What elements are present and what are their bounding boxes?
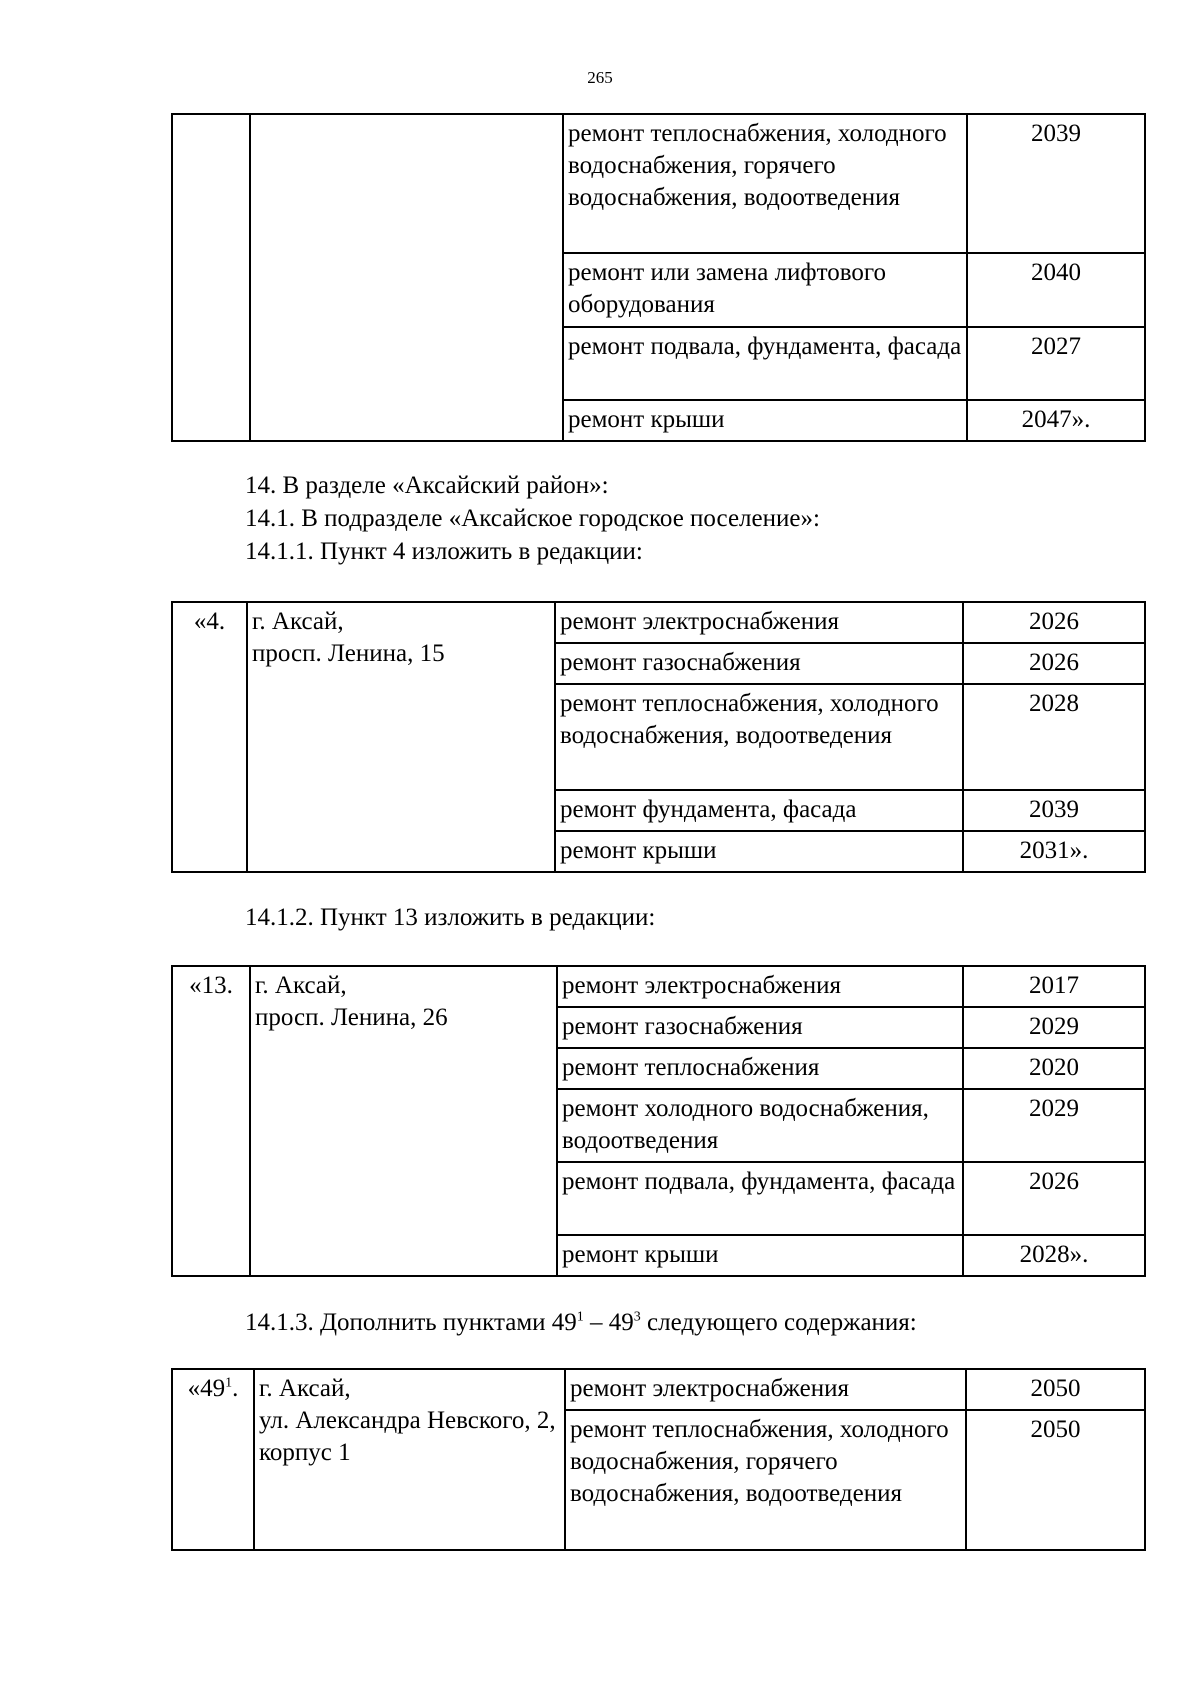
paragraph-item-14-1-3 bbox=[245, 1307, 917, 1339]
table-item-49-1 bbox=[171, 1368, 1146, 1551]
table-continuation bbox=[171, 113, 1146, 442]
work-cell: ремонт электроснабжения bbox=[555, 602, 963, 643]
year-cell: 2026 bbox=[963, 1162, 1145, 1235]
address-cell bbox=[247, 602, 555, 872]
year-cell: 2029 bbox=[963, 1007, 1145, 1048]
paragraph-item-14-1-2: 14.1.2. Пункт 13 изложить в редакции: bbox=[245, 904, 656, 931]
work-cell: ремонт теплоснабжения bbox=[557, 1048, 963, 1089]
year-cell: 2027 bbox=[967, 327, 1145, 400]
year-cell: 2020 bbox=[963, 1048, 1145, 1089]
address-line: г. Аксай, bbox=[252, 608, 344, 635]
item-number-cell: «4. bbox=[172, 602, 247, 872]
table-item-4 bbox=[171, 601, 1146, 873]
paragraph-section-14: 14. В разделе «Аксайский район»: bbox=[245, 472, 609, 499]
address-cell bbox=[250, 114, 563, 441]
year-cell: 2039 bbox=[967, 114, 1145, 253]
paragraph-text: следующего содержания: bbox=[640, 1309, 917, 1336]
year-cell: 2026 bbox=[963, 643, 1145, 684]
work-cell: ремонт крыши bbox=[563, 400, 967, 441]
item-number-cell: «13. bbox=[172, 966, 250, 1276]
table-item-13 bbox=[171, 965, 1146, 1277]
address-line: просп. Ленина, 15 bbox=[252, 640, 445, 667]
year-cell: 2028 bbox=[963, 684, 1145, 790]
year-cell: 2047». bbox=[967, 400, 1145, 441]
year-cell: 2050 bbox=[966, 1410, 1145, 1550]
superscript: 1 bbox=[225, 1375, 233, 1391]
year-cell: 2017 bbox=[963, 966, 1145, 1007]
paragraph-text: – 49 bbox=[583, 1309, 634, 1336]
superscript: 1 bbox=[576, 1309, 584, 1325]
address-cell bbox=[254, 1369, 565, 1550]
address-line: г. Аксай, bbox=[259, 1375, 351, 1402]
table-row bbox=[172, 1369, 1145, 1410]
year-cell: 2026 bbox=[963, 602, 1145, 643]
work-cell: ремонт теплоснабжения, холодного водоснабжения, горячего водоснабжения, водоотведения bbox=[563, 114, 967, 253]
item-number-cell bbox=[172, 114, 250, 441]
work-cell: ремонт газоснабжения bbox=[557, 1007, 963, 1048]
work-cell: ремонт электроснабжения bbox=[565, 1369, 966, 1410]
address-cell bbox=[250, 966, 557, 1276]
table-row bbox=[172, 114, 1145, 253]
item-number-text: «49 bbox=[187, 1375, 226, 1402]
work-cell: ремонт газоснабжения bbox=[555, 643, 963, 684]
year-cell: 2039 bbox=[963, 790, 1145, 831]
item-number-text: . bbox=[232, 1375, 239, 1402]
work-cell: ремонт крыши bbox=[555, 831, 963, 872]
address-line: г. Аксай, bbox=[255, 972, 347, 999]
work-cell: ремонт подвала, фундамента, фасада bbox=[557, 1162, 963, 1235]
address-line: ул. Александра Невского, 2, корпус 1 bbox=[259, 1407, 556, 1466]
table-row bbox=[172, 966, 1145, 1007]
work-cell: ремонт теплоснабжения, холодного водоснабжения, водоотведения bbox=[555, 684, 963, 790]
work-cell: ремонт крыши bbox=[557, 1235, 963, 1276]
paragraph-subsection-14-1: 14.1. В подразделе «Аксайское городское поселение»: bbox=[245, 505, 820, 532]
item-number-cell bbox=[172, 1369, 254, 1550]
work-cell: ремонт холодного водоснабжения, водоотведения bbox=[557, 1089, 963, 1162]
year-cell: 2050 bbox=[966, 1369, 1145, 1410]
paragraph-text: 14.1.3. Дополнить пунктами 49 bbox=[245, 1309, 577, 1336]
year-cell: 2031». bbox=[963, 831, 1145, 872]
superscript: 3 bbox=[633, 1309, 641, 1325]
work-cell: ремонт фундамента, фасада bbox=[555, 790, 963, 831]
year-cell: 2028». bbox=[963, 1235, 1145, 1276]
work-cell: ремонт электроснабжения bbox=[557, 966, 963, 1007]
paragraph-item-14-1-1: 14.1.1. Пункт 4 изложить в редакции: bbox=[245, 538, 643, 565]
page-number: 265 bbox=[587, 68, 613, 87]
work-cell: ремонт подвала, фундамента, фасада bbox=[563, 327, 967, 400]
table-row bbox=[172, 602, 1145, 643]
year-cell: 2029 bbox=[963, 1089, 1145, 1162]
year-cell: 2040 bbox=[967, 253, 1145, 327]
address-line: просп. Ленина, 26 bbox=[255, 1004, 448, 1031]
work-cell: ремонт или замена лифтового оборудования bbox=[563, 253, 967, 327]
work-cell: ремонт теплоснабжения, холодного водоснабжения, горячего водоснабжения, водоотведения bbox=[565, 1410, 966, 1550]
